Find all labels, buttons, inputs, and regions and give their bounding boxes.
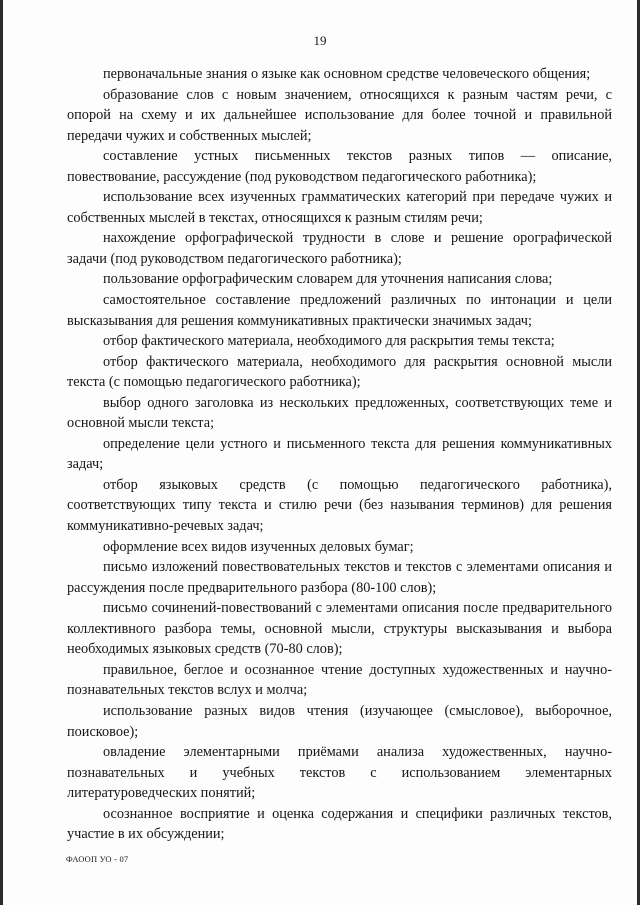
paragraph: выбор одного заголовка из нескольких предложенных, соответствующих теме и основной мысли текста; (67, 394, 612, 432)
paragraph: использование всех изученных грамматических категорий при передаче чужих и собственных мыслей в текстах, относящихся к разным стилям речи; (67, 189, 612, 226)
paragraph: правильное, беглое и осознанное чтение доступных художественных и научно-познавательных текстов вслух и молча; (67, 661, 612, 699)
paragraph: определение цели устного и письменного текста для решения коммуникативных задач; (67, 435, 612, 473)
scan-edge-left (0, 0, 3, 905)
document-footer-code: ФАООП УО - 07 (66, 854, 129, 864)
paragraph: отбор фактического материала, необходимого для раскрытия основной мысли текста (с помощью педагогического работника); (67, 353, 612, 391)
paragraph: пользование орфографическим словарем для уточнения написания слова; (103, 271, 553, 288)
body-text (67, 64, 612, 845)
paragraph: письмо сочинений-повествований с элементами описания после предварительного коллективного разбора темы, основной мысли, структуры высказывания и выбора необходимых языковых средств (70-80 слов); (67, 600, 612, 658)
paragraph: нахождение орфографической трудности в слове и решение орографической задачи (под руководством педагогического работника); (67, 230, 612, 267)
paragraph: отбор фактического материала, необходимого для раскрытия темы текста; (103, 333, 555, 350)
paragraph: овладение элементарными приёмами анализа художественных, научно-познавательных и учебных текстов с использованием элементарных литературоведческих понятий; (67, 744, 612, 802)
paragraph: письмо изложений повествовательных текстов и текстов с элементами описания и рассуждения после предварительного разбора (80-100 слов); (67, 559, 612, 596)
paragraph: составление устных письменных текстов разных типов — описание, повествование, рассуждение (под руководством педагогического работника); (67, 148, 612, 185)
paragraph: использование разных видов чтения (изучающее (смысловое), выборочное, поисковое); (67, 702, 612, 740)
paragraph: оформление всех видов изученных деловых бумаг; (103, 538, 414, 555)
page-number: 19 (313, 33, 327, 48)
paragraph: осознанное восприятие и оценка содержания и специфики различных текстов, участие в их обсуждении; (67, 805, 612, 843)
paragraph: самостоятельное составление предложений различных по интонации и цели высказывания для решения коммуникативных практически значимых задач; (67, 292, 612, 329)
paragraph: образование слов с новым значением, относящихся к разным частям речи, с опорой на схему и их дальнейшее использование для более точной и правильной передачи чужих и собственных мыслей; (67, 86, 612, 144)
paragraph: первоначальные знания о языке как основном средстве человеческого общения; (103, 66, 591, 82)
paragraph: отбор языковых средств (с помощью педагогического работника), соответствующих типу текста и стилю речи (без называния терминов) для решения коммуникативно-речевых задач; (67, 476, 612, 535)
